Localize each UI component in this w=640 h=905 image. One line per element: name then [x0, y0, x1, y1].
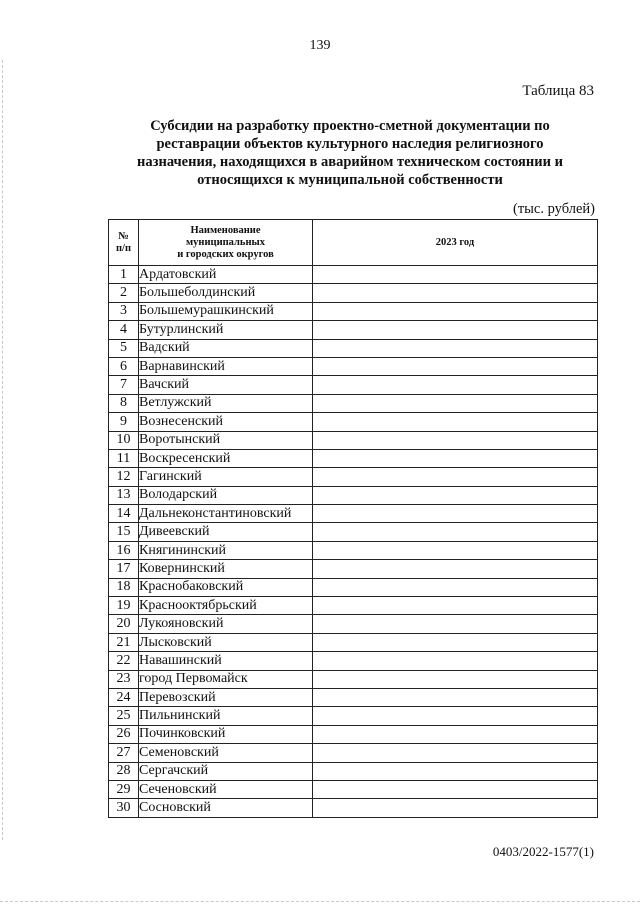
municipality-name-cell: Сергачский [139, 762, 313, 780]
municipality-name-cell: Воскресенский [139, 449, 313, 467]
page-number: 139 [309, 38, 331, 53]
table-row [109, 633, 598, 651]
municipality-name-cell: Перевозский [139, 688, 313, 706]
row-number-cell: 13 [109, 486, 139, 504]
table-row [109, 357, 598, 375]
table-row [109, 541, 598, 559]
year-2023-value-cell [313, 468, 598, 486]
header-line: Наименование [190, 224, 261, 236]
table-row [109, 744, 598, 762]
table-row [109, 799, 598, 817]
municipality-name-cell: Гагинский [139, 468, 313, 486]
row-number-cell: 28 [109, 762, 139, 780]
table-row [109, 431, 598, 449]
row-number-cell: 29 [109, 780, 139, 798]
scan-edge-bottom [0, 901, 640, 902]
title-line: реставрации объектов культурного наследия религиозного [156, 136, 544, 152]
municipality-name-cell: Воротынский [139, 431, 313, 449]
year-2023-value-cell [313, 652, 598, 670]
table-row [109, 376, 598, 394]
year-2023-value-cell [313, 780, 598, 798]
row-number-cell: 17 [109, 560, 139, 578]
year-2023-value-cell [313, 284, 598, 302]
municipality-name-cell: Краснобаковский [139, 578, 313, 596]
document-title [110, 117, 590, 189]
row-number-cell: 18 [109, 578, 139, 596]
column-header-name [139, 220, 313, 266]
year-2023-value-cell [313, 486, 598, 504]
table-row [109, 339, 598, 357]
header-line: № [118, 230, 129, 242]
municipality-name-cell: Вадский [139, 339, 313, 357]
row-number-cell: 8 [109, 394, 139, 412]
year-2023-value-cell [313, 302, 598, 320]
municipality-name-cell: Княгининский [139, 541, 313, 559]
document-code: 0403/2022-1577(1) [492, 844, 594, 859]
municipality-name-cell: Большеболдинский [139, 284, 313, 302]
table-row [109, 688, 598, 706]
table-row [109, 449, 598, 467]
title-line: относящихся к муниципальной собственности [197, 172, 503, 188]
municipality-name-cell: Пильнинский [139, 707, 313, 725]
subsidy-table [108, 219, 598, 818]
row-number-cell: 12 [109, 468, 139, 486]
row-number-cell: 26 [109, 725, 139, 743]
row-number-cell: 4 [109, 321, 139, 339]
year-2023-value-cell [313, 762, 598, 780]
municipality-name-cell: Вачский [139, 376, 313, 394]
municipality-name-cell: Варнавинский [139, 357, 313, 375]
year-2023-value-cell [313, 578, 598, 596]
table-row [109, 707, 598, 725]
row-number-cell: 7 [109, 376, 139, 394]
table-row [109, 670, 598, 688]
table-row [109, 284, 598, 302]
table-row [109, 468, 598, 486]
year-2023-value-cell [313, 541, 598, 559]
year-2023-value-cell [313, 376, 598, 394]
row-number-cell: 20 [109, 615, 139, 633]
row-number-cell: 15 [109, 523, 139, 541]
year-2023-value-cell [313, 321, 598, 339]
table-row [109, 578, 598, 596]
row-number-cell: 9 [109, 413, 139, 431]
table-header-row [109, 220, 598, 266]
table-row [109, 780, 598, 798]
column-header-year: 2023 год [313, 220, 598, 266]
municipality-name-cell: Вознесенский [139, 413, 313, 431]
column-header-num [109, 220, 139, 266]
year-2023-value-cell [313, 707, 598, 725]
municipality-name-cell: Ветлужский [139, 394, 313, 412]
municipality-name-cell: Бутурлинский [139, 321, 313, 339]
table-row [109, 486, 598, 504]
municipality-name-cell: Сосновский [139, 799, 313, 817]
title-line: назначения, находящихся в аварийном техническом состоянии и [137, 154, 563, 170]
year-2023-value-cell [313, 633, 598, 651]
table-row [109, 762, 598, 780]
year-2023-value-cell [313, 431, 598, 449]
row-number-cell: 25 [109, 707, 139, 725]
table-row [109, 394, 598, 412]
year-2023-value-cell [313, 266, 598, 284]
table-row [109, 413, 598, 431]
municipality-name-cell: Краснооктябрьский [139, 597, 313, 615]
table-row [109, 725, 598, 743]
table-label: Таблица 83 [522, 83, 594, 99]
municipality-name-cell: Лукояновский [139, 615, 313, 633]
year-2023-value-cell [313, 449, 598, 467]
row-number-cell: 3 [109, 302, 139, 320]
year-2023-value-cell [313, 339, 598, 357]
row-number-cell: 14 [109, 505, 139, 523]
year-2023-value-cell [313, 615, 598, 633]
header-line: муниципальных [186, 236, 265, 248]
row-number-cell: 1 [109, 266, 139, 284]
municipality-name-cell: Дальнеконстантиновский [139, 505, 313, 523]
year-2023-value-cell [313, 799, 598, 817]
year-2023-value-cell [313, 523, 598, 541]
table-row [109, 302, 598, 320]
row-number-cell: 5 [109, 339, 139, 357]
row-number-cell: 27 [109, 744, 139, 762]
municipality-name-cell: Ковернинский [139, 560, 313, 578]
table-row [109, 505, 598, 523]
municipality-name-cell: Большемурашкинский [139, 302, 313, 320]
table-row [109, 652, 598, 670]
row-number-cell: 19 [109, 597, 139, 615]
municipality-name-cell: Лысковский [139, 633, 313, 651]
row-number-cell: 23 [109, 670, 139, 688]
header-line: и городских округов [177, 248, 274, 260]
year-2023-value-cell [313, 744, 598, 762]
municipality-name-cell: Дивеевский [139, 523, 313, 541]
municipality-name-cell: Навашинский [139, 652, 313, 670]
municipality-name-cell: Сеченовский [139, 780, 313, 798]
scan-edge-left [2, 60, 3, 840]
units-note: (тыс. рублей) [513, 201, 595, 217]
municipality-name-cell: Володарский [139, 486, 313, 504]
year-2023-value-cell [313, 597, 598, 615]
year-2023-value-cell [313, 357, 598, 375]
row-number-cell: 16 [109, 541, 139, 559]
title-line: Субсидии на разработку проектно-сметной документации по [150, 118, 550, 134]
row-number-cell: 22 [109, 652, 139, 670]
row-number-cell: 21 [109, 633, 139, 651]
table-row [109, 615, 598, 633]
municipality-name-cell: Починковский [139, 725, 313, 743]
year-2023-value-cell [313, 670, 598, 688]
row-number-cell: 11 [109, 449, 139, 467]
table-row [109, 321, 598, 339]
header-line: п/п [115, 242, 132, 254]
municipality-name-cell: Семеновский [139, 744, 313, 762]
municipality-name-cell: Ардатовский [139, 266, 313, 284]
year-2023-value-cell [313, 725, 598, 743]
table-row [109, 266, 598, 284]
row-number-cell: 30 [109, 799, 139, 817]
year-2023-value-cell [313, 505, 598, 523]
table-body [109, 266, 598, 818]
row-number-cell: 6 [109, 357, 139, 375]
year-2023-value-cell [313, 394, 598, 412]
year-2023-value-cell [313, 413, 598, 431]
table-row [109, 597, 598, 615]
table-row [109, 523, 598, 541]
municipality-name-cell: город Первомайск [139, 670, 313, 688]
row-number-cell: 2 [109, 284, 139, 302]
row-number-cell: 24 [109, 688, 139, 706]
year-2023-value-cell [313, 560, 598, 578]
table-row [109, 560, 598, 578]
year-2023-value-cell [313, 688, 598, 706]
row-number-cell: 10 [109, 431, 139, 449]
